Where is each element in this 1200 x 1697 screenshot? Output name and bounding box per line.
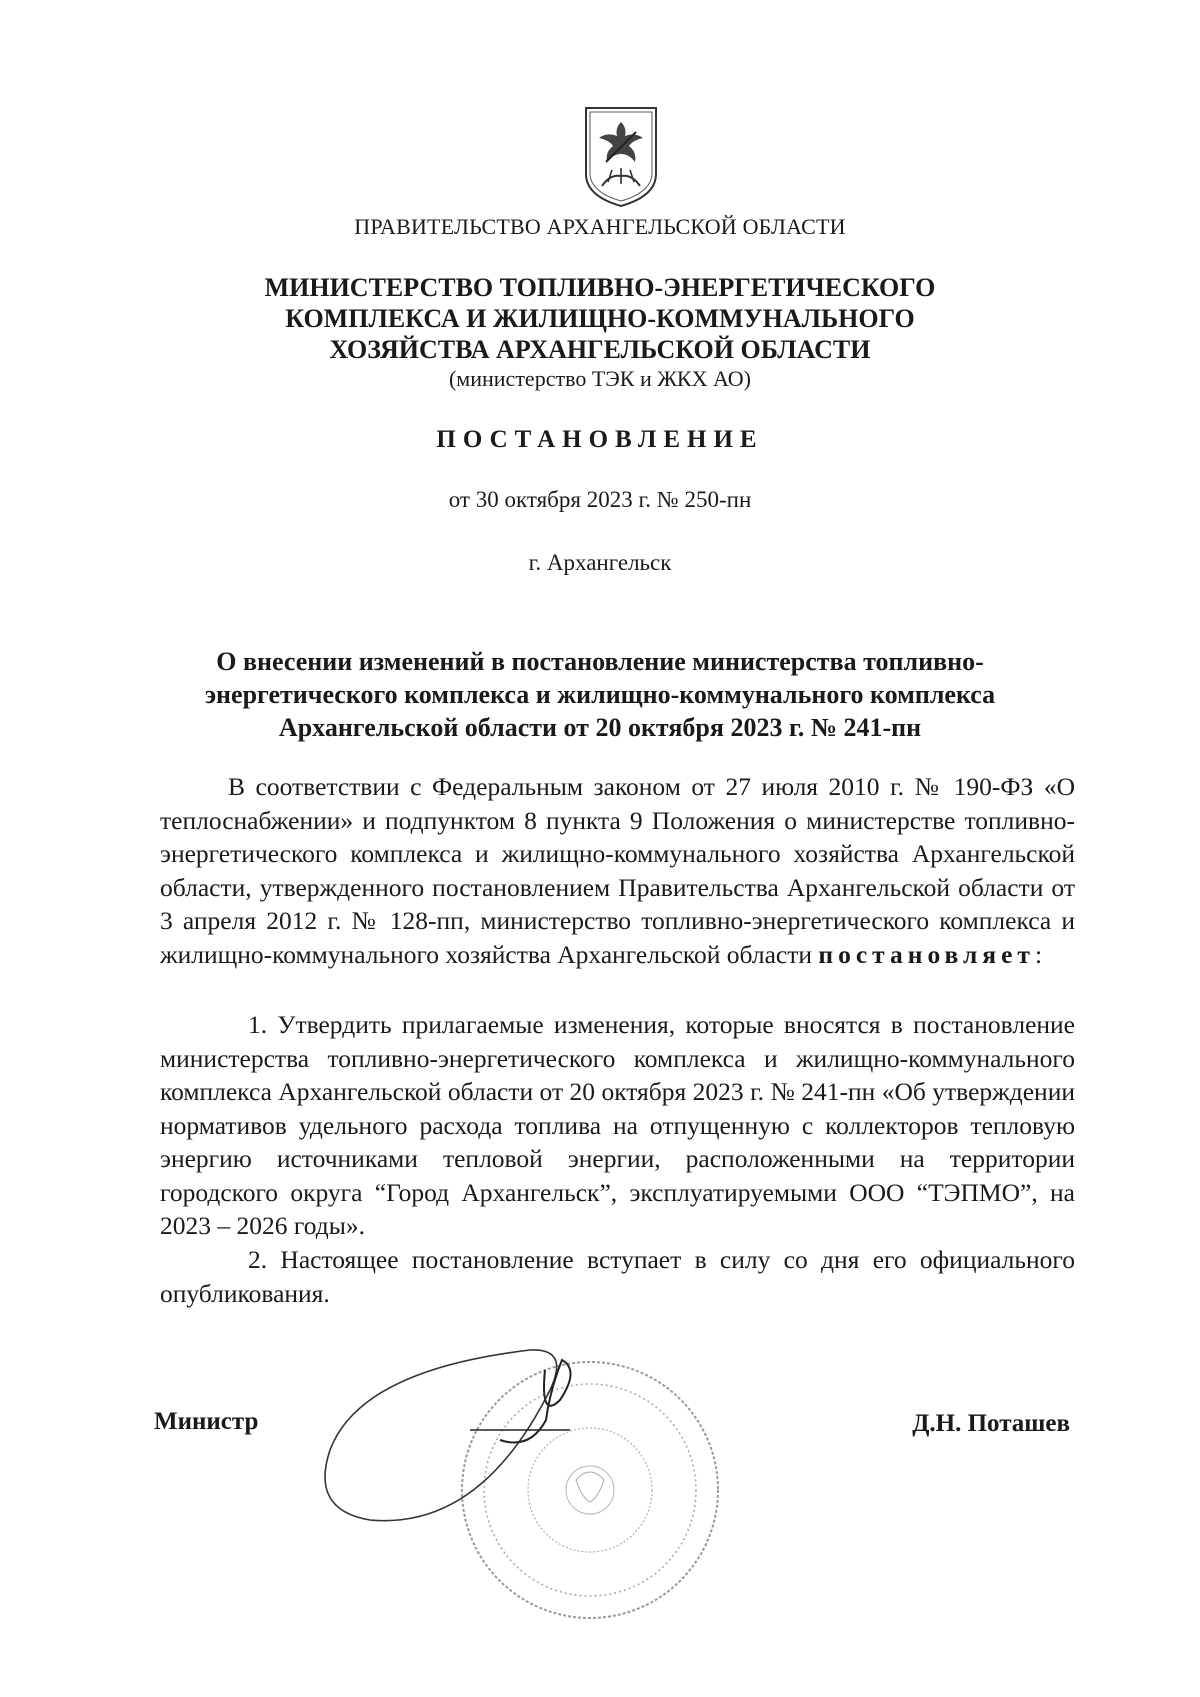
ministry-name-line: КОМПЛЕКСА И ЖИЛИЩНО-КОММУНАЛЬНОГО <box>285 304 915 333</box>
ministry-name-line: ХОЗЯЙСТВА АРХАНГЕЛЬСКОЙ ОБЛАСТИ <box>329 335 871 364</box>
coat-of-arms-emblem <box>582 104 660 210</box>
decree-word: постановляет <box>818 939 1035 969</box>
official-seal-and-signature <box>300 1330 780 1630</box>
subject-line: О внесении изменений в постановление министерства топливно- <box>216 647 984 676</box>
preamble-text: В соответствии с Федеральным законом от 27 июля 2010 г. № 190-ФЗ «О теплоснабжении» и подпунктом 8 пункта 9 Положения о министерстве топливно-энергетического комплекса и жилищно-коммунального хозяйства Архангельской области, утвержденного постановлением Правительства Архангельской области от 3 апреля 2012 г. № 128-пп, министерство топливно-энергетического комплекса и жилищно-коммунального хозяйства Архангельской области <box>160 772 1075 969</box>
signatory-name: Д.Н. Поташев <box>912 1410 1070 1437</box>
ministry-name-line: МИНИСТЕРСТВО ТОПЛИВНО-ЭНЕРГЕТИЧЕСКОГО <box>264 273 936 302</box>
decree-colon: : <box>1034 939 1043 969</box>
subject-line: Архангельской области от 20 октября 2023 г. № 241-пн <box>278 713 922 742</box>
ministry-name <box>0 272 1200 365</box>
document-type-heading: ПОСТАНОВЛЕНИЕ <box>436 426 764 453</box>
item-1-paragraph: 1. Утвердить прилагаемые изменения, которые вносятся в постановление министерства топливно-энергетического комплекса и жилищно-коммунального комплекса Архангельской области от 20 октября 2023 г. № 241-пн «Об утверждении нормативов удельного расхода топлива на отпущенную с коллекторов тепловую энергию источниками тепловой энергии, расположенными на территории городского округа “Город Архангельск”, эксплуатируемыми ООО “ТЭПМО”, на 2023 – 2026 годы». <box>160 1010 1075 1240</box>
government-name: ПРАВИТЕЛЬСТВО АРХАНГЕЛЬСКОЙ ОБЛАСТИ <box>354 214 846 239</box>
item-2-paragraph: 2. Настоящее постановление вступает в силу со дня его официального опубликования. <box>160 1245 1075 1308</box>
document-date-number: от 30 октября 2023 г. № 250-пн <box>448 487 752 512</box>
ministry-short-name: (министерство ТЭК и ЖКХ АО) <box>448 366 752 391</box>
preamble-paragraph <box>160 770 1075 971</box>
document-subject <box>0 645 1200 744</box>
document-city: г. Архангельск <box>528 550 672 575</box>
subject-line: энергетического комплекса и жилищно-коммунального комплекса <box>204 680 996 709</box>
signatory-title: Министр <box>154 1408 259 1435</box>
